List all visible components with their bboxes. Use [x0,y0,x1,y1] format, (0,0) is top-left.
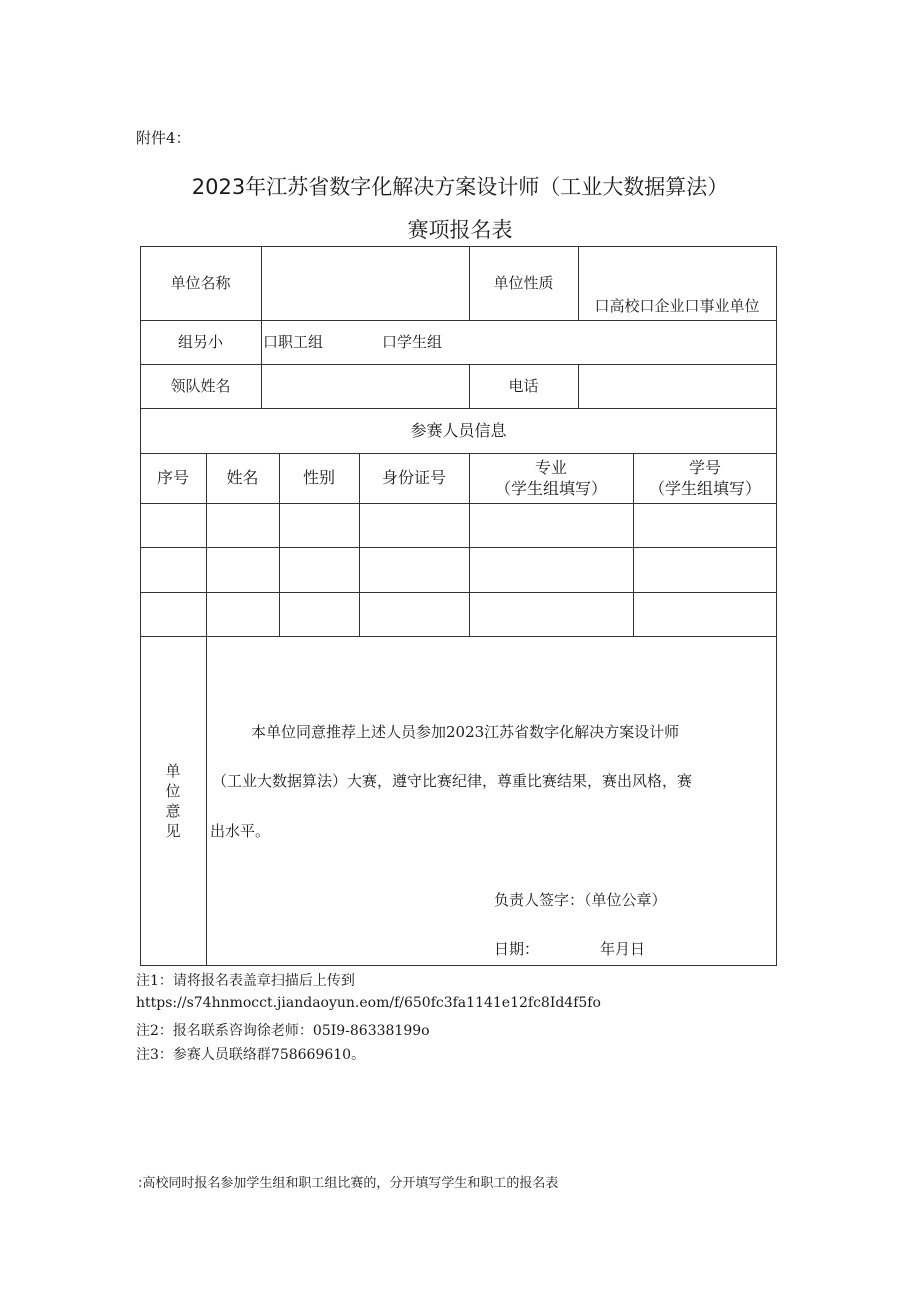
opinion-label-char: 单 [165,761,181,780]
participant-row[interactable] [141,504,776,547]
column-header-gender: 性别 [302,468,335,487]
column-header-major-note: （学生组填写） [494,479,607,498]
column-header-major [469,453,633,503]
date-units: 年月日 [600,940,646,958]
opinion-text-line3: 出水平。 [210,822,271,840]
note-3: 注3：参赛人员联络群758669610。 [136,1047,366,1063]
column-header-student-id [633,453,777,503]
column-header-seq: 序号 [156,468,189,487]
table-border-bottom [140,965,777,966]
participants-heading: 参赛人员信息 [410,420,507,440]
group-label: 组另小 [177,333,223,351]
leader-name-label: 领队姓名 [170,377,231,395]
footnote: :高校同时报名参加学生组和职工组比赛的，分开填写学生和职工的报名表 [138,1176,559,1191]
opinion-text-line2: （工业大数据算法）大赛，遵守比赛纪律，尊重比赛结果，赛出风格，赛 [212,772,693,790]
unit-name-label: 单位名称 [170,274,231,292]
note-2: 注2：报名联系咨询徐老师：05I9-86338199o [136,1023,430,1039]
column-header-student-id-label: 学号 [688,458,721,477]
column-header-id-number: 身份证号 [381,468,446,487]
unit-name-field[interactable] [262,247,469,320]
opinion-label-char: 意 [165,801,181,820]
unit-opinion-label [140,636,206,965]
opinion-label-char: 见 [165,821,181,840]
date-label: 日期： [494,940,540,958]
column-header-name: 姓名 [226,468,259,487]
column-header-major-label: 专业 [534,458,567,477]
opinion-text-line1: 本单位同意推荐上述人员参加2023江苏省数字化解决方案设计师 [251,723,680,741]
leader-name-field[interactable] [262,365,469,408]
column-header-student-id-note: （学生组填写） [648,479,761,498]
signature-label: 负责人签字：（单位公章） [494,891,667,909]
opinion-label-char: 位 [165,781,181,800]
registration-form-table [140,246,777,966]
phone-field[interactable] [579,365,776,408]
attachment-label: 附件4： [136,129,191,147]
upload-link[interactable]: https://s74hnmocct.jiandaoyun.eom/f/650fc3fa1141e12fc8Id4f5fo [136,995,601,1011]
group-option-student[interactable]: 口学生组 [382,333,443,351]
table-line [140,636,777,637]
form-title-line2: 赛项报名表 [407,218,513,242]
note-1: 注1：请将报名表盖章扫描后上传到 [136,973,355,989]
table-border-right [776,246,777,966]
phone-label: 电话 [508,377,539,395]
participant-row[interactable] [141,593,776,636]
participant-row[interactable] [141,548,776,592]
unit-type-label: 单位性质 [493,274,554,292]
form-title-line1: 2023年江苏省数字化解决方案设计师（工业大数据算法） [191,175,729,199]
group-option-staff[interactable]: 口职工组 [263,333,324,351]
unit-type-options[interactable]: 口高校口企业口事业单位 [594,297,760,315]
